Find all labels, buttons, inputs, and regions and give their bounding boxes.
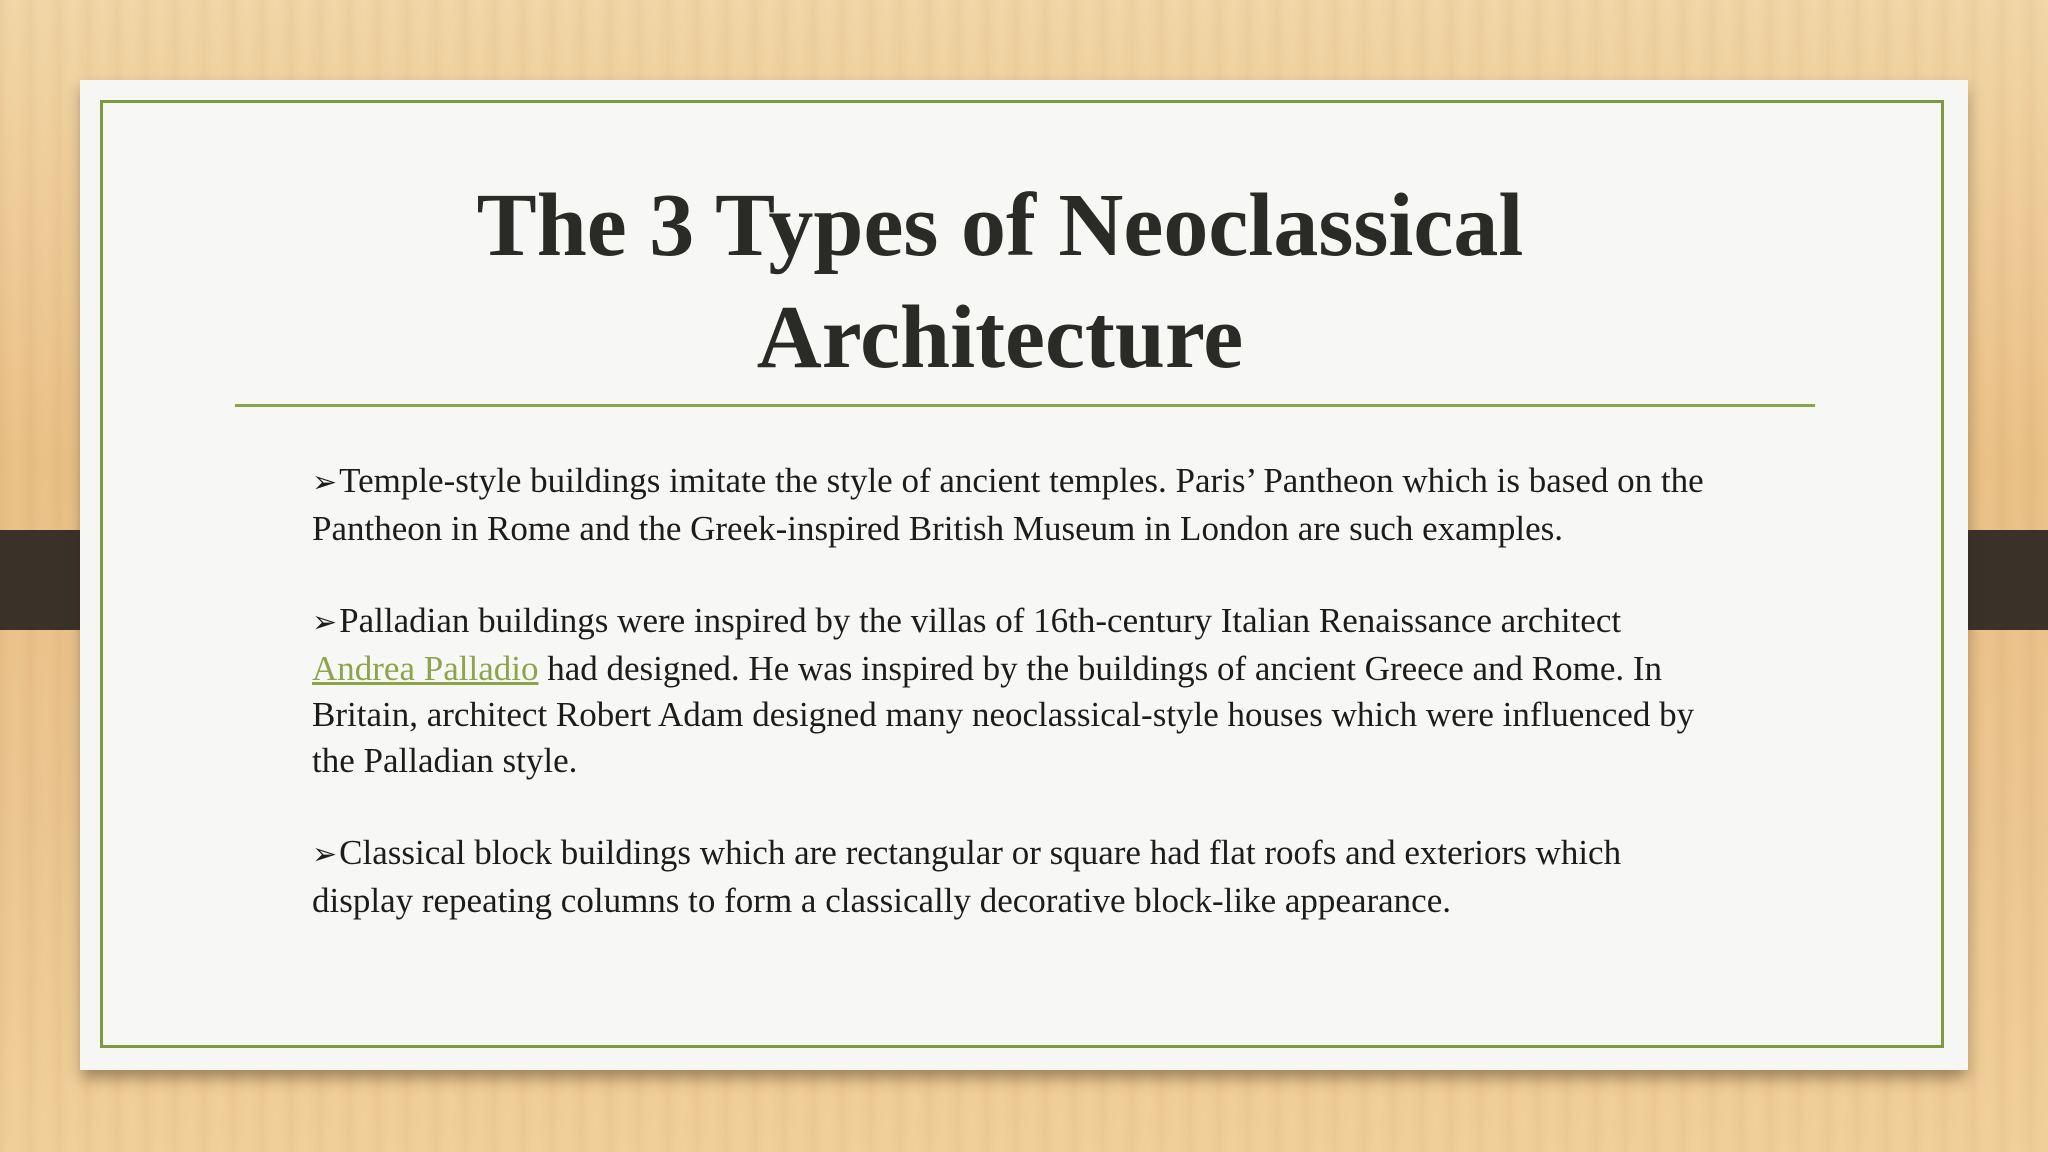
bullet-classical-block-text: Classical block buildings which are rectangular or square had flat roofs and exteriors which display repeating columns to form a classically decorative block-like appearance. [312, 833, 1622, 920]
slide-title-line2: Architecture [756, 288, 1244, 387]
andrea-palladio-link[interactable]: Andrea Palladio [312, 649, 539, 688]
bullet-palladian-text-before: Palladian buildings were inspired by the villas of 16th-century Italian Renaissance architect [339, 601, 1622, 640]
bullet-temple-style [312, 458, 1712, 552]
slide-body [312, 458, 1712, 970]
slide-title-line1: The 3 Types of Neoclassical [476, 176, 1524, 275]
bullet-palladian-text-after: had designed. He was inspired by the buildings of ancient Greece and Rome. In Britain, architect Robert Adam designed many neoclassical-style houses which were influenced by the Palladian style. [312, 649, 1695, 780]
bullet-classical-block [312, 830, 1712, 924]
slide-title [200, 170, 1800, 394]
arrow-bullet-icon: ➢ [312, 605, 338, 640]
arrow-bullet-icon: ➢ [312, 837, 338, 872]
title-divider [235, 404, 1815, 407]
arrow-bullet-icon: ➢ [312, 465, 338, 500]
bullet-palladian [312, 598, 1712, 784]
bullet-temple-style-text: Temple-style buildings imitate the style of ancient temples. Paris’ Pantheon which is based on the Pantheon in Rome and the Greek-inspired British Museum in London are such examples. [312, 461, 1704, 548]
